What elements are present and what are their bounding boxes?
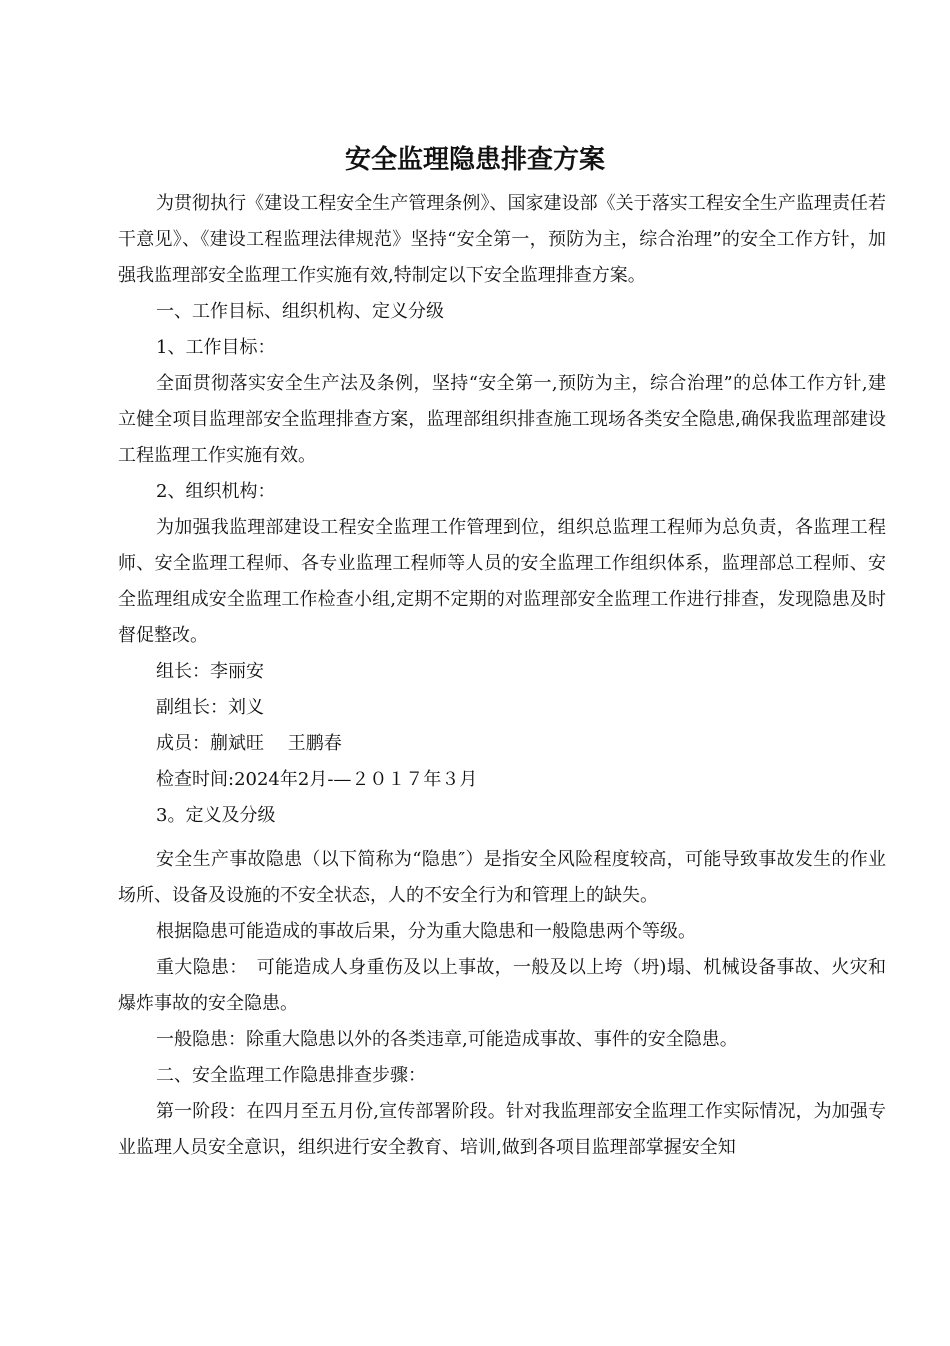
subheading-organization: 2、组织机构： xyxy=(156,481,276,502)
paragraph-general-hazard: 一般隐患：除重大隐患以外的各类违章,可能造成事故、事件的安全隐患。 xyxy=(156,1029,738,1050)
paragraph-intro: 为贯彻执行《建设工程安全生产管理条例》、国家建设部《关于落实工程安全生产监理责任若干意见》、《建设工程监理法律规范》坚持“安全第一，预防为主，综合治理”的安全工作方针，加强我监理部安全监理工作实施有效,特制定以下安全监理排查方案。 xyxy=(118,193,886,286)
paragraph-hazard-levels: 根据隐患可能造成的事故后果，分为重大隐患和一般隐患两个等级。 xyxy=(156,921,696,942)
team-leader: 组长：李丽安 xyxy=(156,661,264,682)
document-title: 安全监理隐患排查方案 xyxy=(344,145,605,175)
subheading-definition: 3。定义及分级 xyxy=(156,805,276,826)
paragraph-hazard-definition: 安全生产事故隐患（以下简称为“隐患″）是指安全风险程度较高，可能导致事故发生的作业场所、设备及设施的不安全状态，人的不安全行为和管理上的缺失。 xyxy=(118,849,886,906)
inspection-period: 检查时间:2024年2月-—２０１７年３月 xyxy=(156,769,478,790)
document-body xyxy=(118,186,886,1166)
team-members: 成员：蒯斌旺 王鹏春 xyxy=(156,733,342,754)
section-heading-1: 一、工作目标、组织机构、定义分级 xyxy=(156,301,444,322)
paragraph-phase-1: 第一阶段：在四月至五月份,宣传部署阶段。针对我监理部安全监理工作实际情况，为加强专业监理人员安全意识，组织进行安全教育、培训,做到各项目监理部掌握安全知 xyxy=(118,1101,886,1158)
paragraph-organization: 为加强我监理部建设工程安全监理工作管理到位，组织总监理工程师为总负责，各监理工程师、安全监理工程师、各专业监理工程师等人员的安全监理工作组织体系，监理部总工程师、安全监理组成安全监理工作检查小组,定期不定期的对监理部安全监理工作进行排查，发现隐患及时督促整改。 xyxy=(118,517,886,646)
subheading-work-goal: 1、工作目标： xyxy=(156,337,276,358)
paragraph-work-goal: 全面贯彻落实安全生产法及条例，坚持“安全第一,预防为主，综合治理”的总体工作方针,建立健全项目监理部安全监理排查方案，监理部组织排查施工现场各类安全隐患,确保我监理部建设工程监理工作实施有效。 xyxy=(118,373,886,466)
paragraph-major-hazard: 重大隐患： 可能造成人身重伤及以上事故，一般及以上垮（坍)塌、机械设备事故、火灾和爆炸事故的安全隐患。 xyxy=(118,957,886,1014)
section-heading-2: 二、安全监理工作隐患排查步骤： xyxy=(156,1065,426,1086)
team-deputy: 副组长：刘义 xyxy=(156,697,264,718)
